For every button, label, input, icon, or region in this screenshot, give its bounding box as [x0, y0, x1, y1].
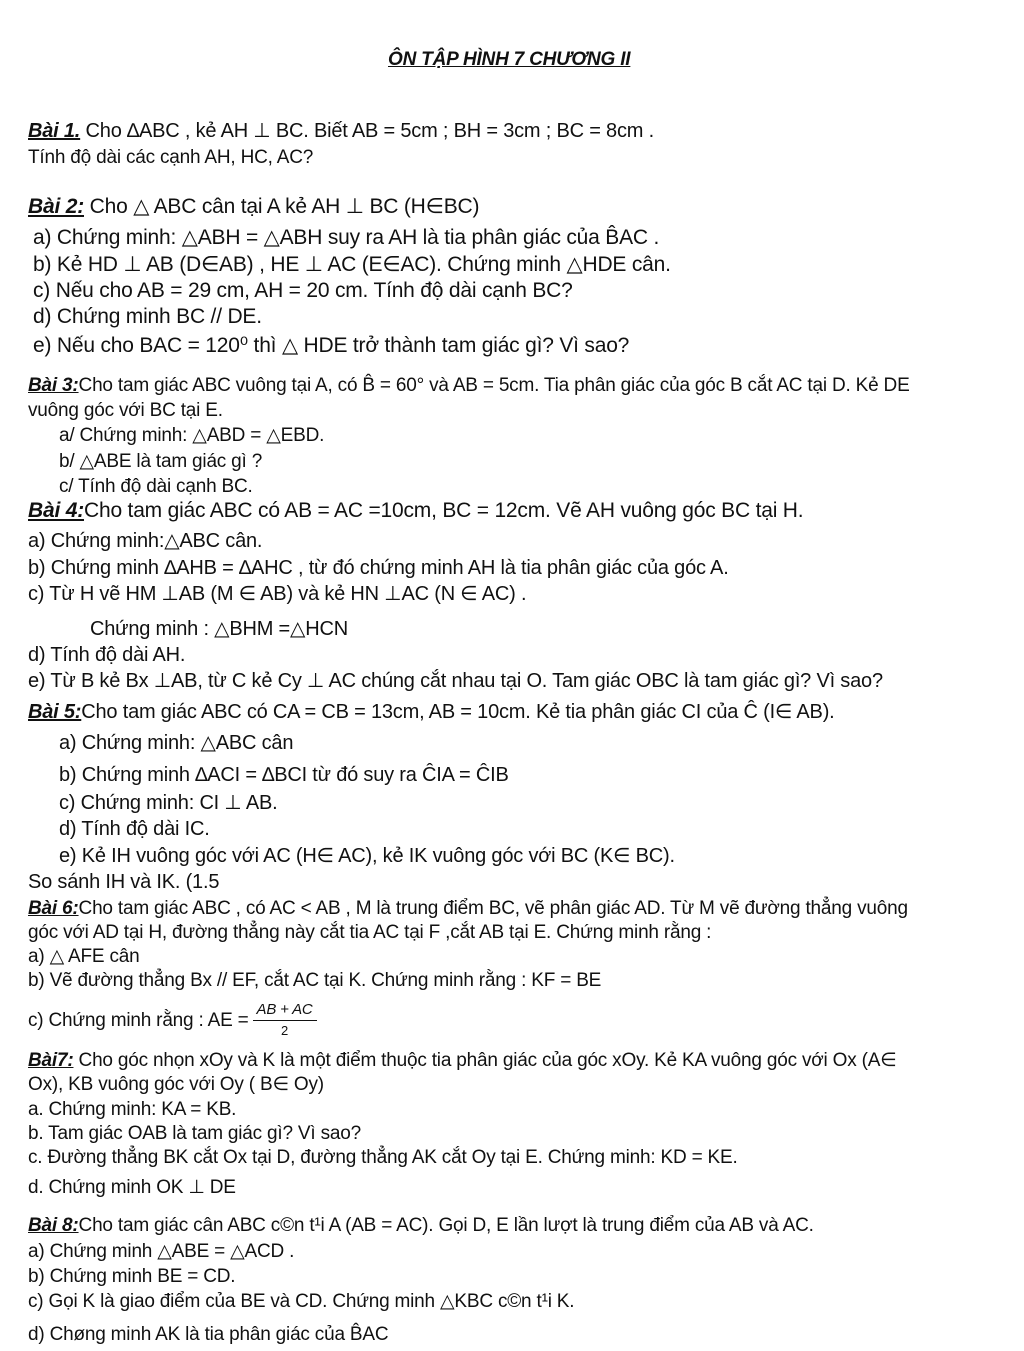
bai2-item-e: e) Nếu cho BAC = 120⁰ thì △ HDE trở thành tam giác gì? Vì sao?	[33, 334, 630, 357]
bai4-item-e: e) Từ B kẻ Bx ⊥AB, từ C kẻ Cy ⊥ AC chúng cắt nhau tại O. Tam giác OBC là tam giác gì? Vì sao?	[28, 670, 883, 692]
bai3-line1	[28, 373, 910, 399]
bai7-item-d: d. Chứng minh OK ⊥ DE	[28, 1177, 236, 1198]
bai6-item-a: a) △ AFE cân	[28, 946, 140, 967]
bai2-item-d: d) Chứng minh BC // DE.	[33, 305, 262, 328]
bai3-item-a: a/ Chứng minh: △ABD = △EBD.	[59, 425, 325, 446]
bai4-item-a: a) Chứng minh:△ABC cân.	[28, 530, 263, 552]
bai2-item-c: c) Nếu cho AB = 29 cm, AH = 20 cm. Tính độ dài cạnh BC?	[33, 279, 573, 302]
bai7-label: Bài7:	[28, 1050, 74, 1071]
bai8-line1	[28, 1213, 814, 1239]
bai6-item-c-text: c) Chứng minh rằng : AE =	[28, 1010, 249, 1031]
bai5-item-b: b) Chứng minh ∆ACI = ∆BCI từ đó suy ra ĈIA = ĈIB	[59, 764, 509, 786]
bai3-label: Bài 3:	[28, 375, 79, 396]
bai8-text: Cho tam giác cân ABC c©n t¹i A (AB = AC). Gọi D, E lần lượt là trung điểm của AB và AC.	[78, 1215, 814, 1236]
bai8-item-d: d) Chøng minh AK là tia phân giác của B̂AC	[28, 1324, 389, 1345]
bai6-line2: góc với AD tại H, đường thẳng này cắt tia AC tại F ,cắt AB tại E. Chứng minh rằng :	[28, 922, 712, 943]
bai5-label: Bài 5:	[28, 701, 82, 723]
bai5-line1	[28, 699, 835, 725]
bai7-text: Cho góc nhọn xOy và K là một điểm thuộc tia phân giác của góc xOy. Kẻ KA vuông góc với Ox (A∈	[73, 1050, 897, 1071]
bai3-item-c: c/ Tính độ dài cạnh BC.	[59, 476, 253, 497]
bai2-text: Cho △ ABC cân tại A kẻ AH ⊥ BC (H∈BC)	[84, 195, 480, 218]
bai8-label: Bài 8:	[28, 1215, 79, 1236]
bai8-item-b: b) Chứng minh BE = CD.	[28, 1266, 236, 1287]
bai7-line1	[28, 1048, 897, 1074]
bai6-label: Bài 6:	[28, 898, 79, 919]
bai3-line2: vuông góc với BC tại E.	[28, 400, 223, 421]
bai7-item-a: a. Chứng minh: KA = KB.	[28, 1099, 237, 1120]
bai4-item-b: b) Chứng minh ∆AHB = ∆AHC , từ đó chứng minh AH là tia phân giác của góc A.	[28, 557, 729, 579]
bai5-item-a: a) Chứng minh: △ABC cân	[59, 732, 294, 754]
bai1-text: Cho ∆ABC , kẻ AH ⊥ BC. Biết AB = 5cm ; BH = 3cm ; BC = 8cm .	[80, 120, 654, 142]
bai5-text: Cho tam giác ABC có CA = CB = 13cm, AB = 10cm. Kẻ tia phân giác CI của Ĉ (I∈ AB).	[81, 701, 835, 723]
bai4-line1	[28, 498, 803, 524]
bai2-item-b: b) Kẻ HD ⊥ AB (D∈AB) , HE ⊥ AC (E∈AC). Chứng minh △HDE cân.	[33, 253, 671, 276]
fraction-numerator: AB + AC	[253, 1000, 317, 1021]
bai4-item-c2: Chứng minh : △BHM =△HCN	[90, 618, 348, 640]
bai6-item-b: b) Vẽ đường thẳng Bx // EF, cắt AC tại K. Chứng minh rằng : KF = BE	[28, 970, 602, 991]
bai3-item-b: b/ △ABE là tam giác gì ?	[59, 451, 263, 472]
bai1-line2: Tính độ dài các cạnh AH, HC, AC?	[28, 147, 314, 168]
bai4-text: Cho tam giác ABC có AB = AC =10cm, BC = 12cm. Vẽ AH vuông góc BC tại H.	[84, 499, 804, 522]
bai7-item-c: c. Đường thẳng BK cắt Ox tại D, đường thẳng AK cắt Oy tại E. Chứng minh: KD = KE.	[28, 1147, 738, 1168]
bai6-line1	[28, 896, 908, 922]
bai8-item-a: a) Chứng minh △ABE = △ACD .	[28, 1241, 295, 1262]
bai5-item-c: c) Chứng minh: CI ⊥ AB.	[59, 792, 278, 814]
bai8-item-c: c) Gọi K là giao điểm của BE và CD. Chứng minh △KBC c©n t¹i K.	[28, 1291, 575, 1312]
bai5-item-e: e) Kẻ IH vuông góc với AC (H∈ AC), kẻ IK vuông góc với BC (K∈ BC).	[59, 845, 675, 867]
bai6-item-c	[28, 996, 317, 1046]
bai1-line1	[28, 118, 654, 144]
bai7-item-b: b. Tam giác OAB là tam giác gì? Vì sao?	[28, 1123, 361, 1144]
bai4-item-d: d) Tính độ dài AH.	[28, 644, 186, 666]
bai4-item-c: c) Từ H vẽ HM ⊥AB (M ∈ AB) và kẻ HN ⊥AC (N ∈ AC) .	[28, 583, 527, 605]
bai7-line2: Ox), KB vuông góc với Oy ( B∈ Oy)	[28, 1074, 324, 1095]
bai2-label: Bài 2:	[28, 195, 84, 218]
page-title: ÔN TẬP HÌNH 7 CHƯƠNG II	[388, 49, 631, 70]
bai3-text: Cho tam giác ABC vuông tại A, có B̂ = 60° và AB = 5cm. Tia phân giác của góc B cắt AC tại D. Kẻ DE	[78, 375, 910, 396]
bai2-item-a: a) Chứng minh: △ABH = △ABH suy ra AH là tia phân giác của B̂AC .	[33, 226, 660, 249]
bai4-label: Bài 4:	[28, 499, 84, 522]
fraction-denominator: 2	[281, 1023, 289, 1039]
bai1-label: Bài 1.	[28, 120, 81, 142]
bai5-item-d: d) Tính độ dài IC.	[59, 818, 210, 840]
bai6-text: Cho tam giác ABC , có AC < AB , M là trung điểm BC, vẽ phân giác AD. Từ M vẽ đường thẳng vuông	[78, 898, 908, 919]
bai5-item-f: So sánh IH và IK. (1.5	[28, 871, 220, 893]
fraction	[253, 1000, 317, 1041]
bai2-line1	[28, 194, 479, 220]
